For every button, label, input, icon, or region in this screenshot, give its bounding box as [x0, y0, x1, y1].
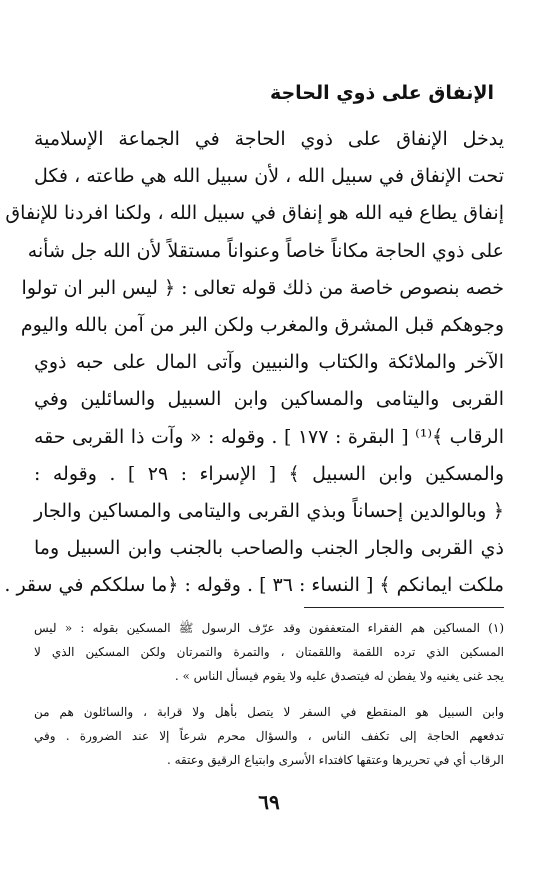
page-number: ٦٩: [258, 790, 280, 814]
section-heading: الإنفاق على ذوي الحاجة: [269, 82, 494, 104]
footnote-line: وابن السبيل هو المنقطع في السفر لا يتصل بأهل ولا قرابة ، والسائلون هم من: [34, 705, 504, 719]
footnote-line: تدفعهم الحاجة إلى تكفف الناس ، والسؤال محرم شرعاً إلا عند الضرورة . وفي: [34, 729, 504, 743]
footnotes: [34, 616, 504, 772]
body-line: خصه بنصوص خاصة من ذلك قوله تعالى : ﴿ ليس البر ان تولوا: [21, 276, 504, 299]
body-text: [4, 121, 505, 604]
body-line: القربى واليتامى والمساكين وابن السبيل والسائلين وفي: [34, 388, 504, 411]
footnote-line: المسكين الذي ترده اللقمة واللقمتان ، والتمرة والتمرتان ولكن المسكين الذي لا: [34, 645, 504, 659]
body-line: ملكت ايمانكم ﴾ [ النساء : ٣٦ ] . وقوله : ﴿ما سلككم في سقر .: [4, 574, 504, 597]
body-line: ﴿ وبالوالدين إحساناً وبذي القربى واليتامى والمساكين والجار: [34, 499, 504, 522]
footnote-line: يجد غنى يغنيه ولا يفطن له فيتصدق عليه ولا يقوم فيسأل الناس » .: [174, 669, 504, 683]
footnote-separator: [304, 607, 504, 608]
body-line: على ذوي الحاجة مكاناً خاصاً وعنواناً مستقلاً لأن الله جل شأنه: [27, 239, 504, 262]
body-line: ذي القربى والجار الجنب والصاحب بالجنب وابن السبيل وما: [34, 537, 504, 560]
footnote-line: الرقاب أي في تحريرها وعتقها كافتداء الأسرى وابتياع الرقيق وعتقه .: [166, 753, 504, 767]
body-line: إنفاق يطاع فيه الله هو إنفاق في سبيل الله ، ولكنا افردنا للإنفاق: [5, 202, 504, 225]
body-line: وجوهكم قبل المشرق والمغرب ولكن البر من آمن بالله واليوم: [20, 313, 504, 336]
body-line: يدخل الإنفاق على ذوي الحاجة في الجماعة الإسلامية: [34, 128, 504, 150]
body-line: والمسكين وابن السبيل ﴾ [ الإسراء : ٢٩ ] . وقوله :: [34, 462, 505, 485]
footnote-gap: [34, 688, 504, 700]
footnote-line: (١) المساكين هم الفقراء المتعففون وقد عرّف الرسول ﷺ المسكين بقوله : « ليس: [34, 621, 504, 635]
body-line: الآخر والملائكة والكتاب والنبيين وآتى المال على حبه ذوي: [34, 351, 504, 374]
body-line: تحت الإنفاق في سبيل الله ، لأن سبيل الله هي طاعته ، فكل: [34, 165, 504, 188]
body-line: الرقاب ﴾⁽¹⁾ [ البقرة : ١٧٧ ] . وقوله : « وآت ذا القربى حقه: [34, 425, 504, 448]
